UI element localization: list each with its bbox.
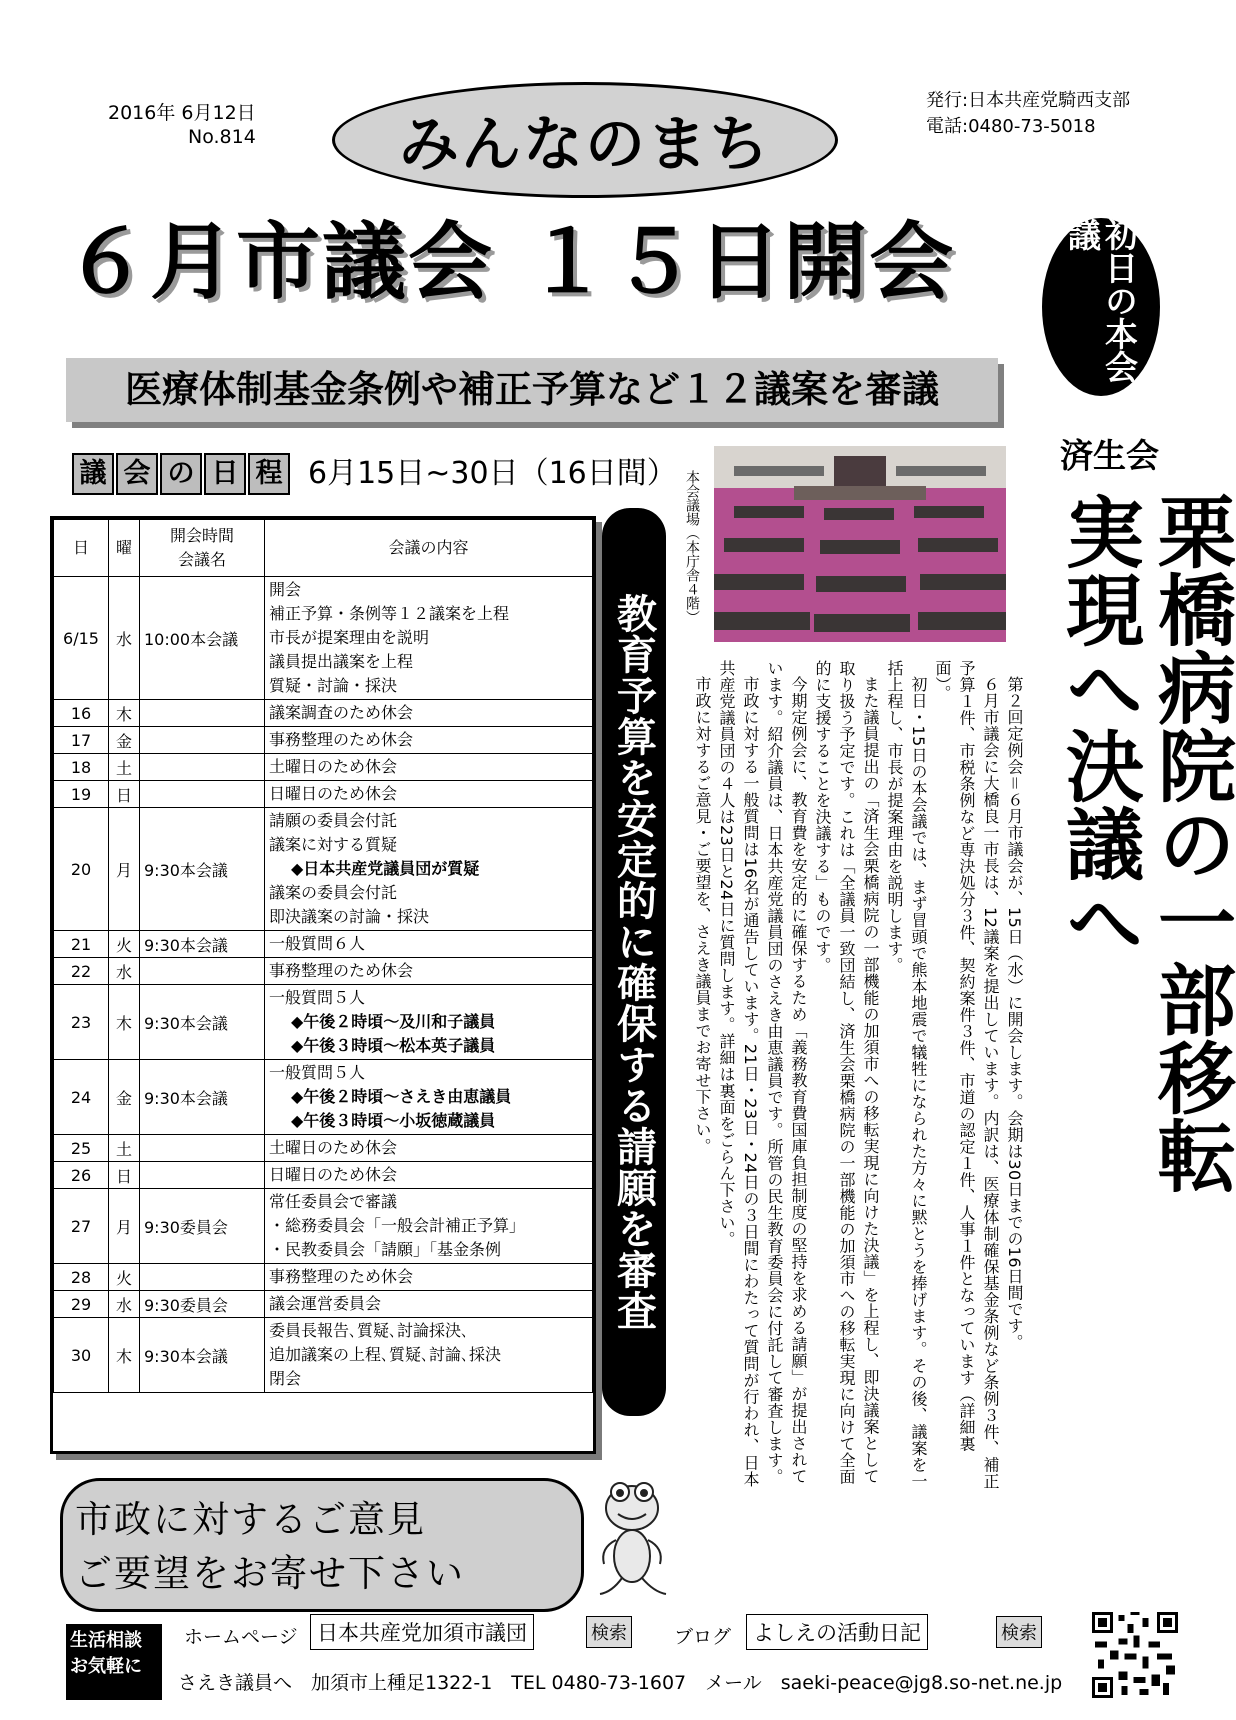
cell-weekday: 木 [109,700,140,727]
cell-content [265,931,593,958]
content-line: 一般質問５人 [269,1063,366,1082]
content-line: 議案の委員会付託 [269,883,398,902]
saiseikai-label: 済生会 [1060,436,1159,475]
cell-day: 18 [54,754,109,781]
table-header-row [54,520,593,577]
blog-search-button: 検索 [996,1616,1042,1648]
consultation-line2: お気軽に [70,1656,142,1677]
schedule-label-char: 程 [248,453,290,495]
schedule-label-char: の [160,453,202,495]
cell-weekday: 月 [109,1189,140,1264]
cell-time: 9:30本会議 [140,1060,265,1135]
content-line: 事務整理のため休会 [269,1267,414,1286]
cell-weekday: 木 [109,985,140,1060]
content-line: 市長が提案理由を説明 [269,628,430,647]
opinion-line1: 市政に対するご意見 [75,1498,426,1541]
content-line: 事務整理のため休会 [269,961,414,980]
content-line: 議案に対する質疑 [269,835,398,854]
cell-content [265,781,593,808]
content-line: 土曜日のため休会 [269,1138,398,1157]
cell-day: 21 [54,931,109,958]
cell-content [265,1264,593,1291]
cell-content [265,1189,593,1264]
cell-time [140,958,265,985]
content-line: ・総務委員会「一般会計補正予算」 [269,1216,526,1235]
council-chamber-photo [714,446,1006,642]
cell-weekday: 水 [109,577,140,700]
masthead-text: みんなのまち [399,110,771,180]
content-line: 一般質問５人 [269,988,366,1007]
table-row [54,931,593,958]
cell-day: 24 [54,1060,109,1135]
opinion-box [60,1478,584,1612]
sub-headline: 医療体制基金条例や補正予算など１２議案を審議 [66,358,998,422]
table-row [54,1189,593,1264]
cell-weekday: 日 [109,781,140,808]
content-line: 質疑・討論・採決 [269,676,398,695]
article-body [690,660,1026,1492]
header-day: 日 [54,520,109,577]
table-row [54,781,593,808]
content-line: ・民教委員会「請願」「基金条例 [269,1240,502,1259]
cell-weekday: 火 [109,931,140,958]
publisher-phone: 電話:0480-73-5018 [926,116,1096,137]
petition-banner-text: 教育予算を安定的に確保する請願を審査 [610,593,657,1331]
cell-content [265,700,593,727]
content-line: 常任委員会で審議 [269,1192,398,1211]
header-time-line1: 開会時間 [169,526,234,545]
cell-day: 30 [54,1318,109,1393]
qr-code-icon [1092,1612,1178,1698]
blog-label: ブログ [674,1626,732,1648]
cell-content [265,754,593,781]
article-paragraph: 今期定例会に、教育費を安定的に確保するため「義務教育費国庫負担制度の堅持を求める請願」が提出されています。紹介議員は、日本共産党議員団のさえき由恵議員です。所管の民生教育委員会に付託して審査します。 [765,660,808,1485]
cell-time [140,754,265,781]
frog-icon [592,1474,672,1604]
cell-time [140,700,265,727]
consultation-badge [66,1624,162,1700]
cell-time: 9:30本会議 [140,808,265,931]
cell-weekday: 水 [109,1291,140,1318]
table-row [54,1135,593,1162]
content-line: 開会 [269,580,302,599]
cell-day: 26 [54,1162,109,1189]
cell-content [265,727,593,754]
content-line: ◆午後３時頃～小坂徳蔵議員 [291,1111,496,1130]
content-line: 委員長報告､質疑､討論採決､ [269,1321,470,1340]
content-line: ◆午後２時頃～及川和子議員 [291,1012,496,1031]
cell-time: 9:30本会議 [140,985,265,1060]
table-row [54,1318,593,1393]
cell-content [265,958,593,985]
cell-time [140,781,265,808]
homepage-label: ホームページ [184,1626,298,1648]
cell-weekday: 木 [109,1318,140,1393]
header-time [140,520,265,577]
schedule-range: 6月15日~30日（16日間） [308,456,677,491]
article-paragraph: 市政に対するご意見・ご要望を、さえき議員までお寄せ下さい。 [693,676,712,1155]
issue-date: 2016年 6月12日 [108,102,256,124]
hospital-headline [1052,492,1236,1194]
cell-day: 17 [54,727,109,754]
table-row [54,754,593,781]
table-row [54,1060,593,1135]
cell-content [265,985,593,1060]
cell-day: 6/15 [54,577,109,700]
cell-content [265,1162,593,1189]
content-line: 議案調査のため休会 [269,703,414,722]
cell-day: 25 [54,1135,109,1162]
cell-day: 29 [54,1291,109,1318]
content-line: 日曜日のため休会 [269,1165,398,1184]
hospital-headline-part2: 実現へ決議へ [1053,492,1143,960]
cell-day: 16 [54,700,109,727]
article-paragraph: 第２回定例会＝６月市議会が、15日（水）に開会します。会期は30日までの16日間です。 [1005,676,1024,1351]
cell-weekday: 金 [109,1060,140,1135]
cell-content [265,577,593,700]
table-row [54,727,593,754]
qr-code [1092,1612,1178,1698]
content-line: 即決議案の討論・採決 [269,907,430,926]
chamber-illustration [714,446,1006,642]
content-line: ◆午後３時頃～松本英子議員 [291,1036,496,1055]
table-row [54,958,593,985]
cell-day: 28 [54,1264,109,1291]
cell-weekday: 日 [109,1162,140,1189]
issue-number: No.814 [188,126,256,148]
cell-content [265,1060,593,1135]
masthead-title [332,82,838,198]
cell-content [265,1291,593,1318]
cell-day: 20 [54,808,109,931]
content-line: 請願の委員会付託 [269,811,398,830]
publisher-name: 発行:日本共産党騎西支部 [926,90,1131,111]
cell-weekday: 月 [109,808,140,931]
schedule-label [72,453,290,495]
opinion-line2: ご要望をお寄せ下さい [75,1552,465,1595]
cell-day: 22 [54,958,109,985]
cell-weekday: 土 [109,1135,140,1162]
schedule-table [53,519,593,1393]
content-line: 議員提出議案を上程 [269,652,414,671]
article-paragraph: 初日・15日の本会議では、まず冒頭で熊本地震で犠牲になられた方々に黙とうを捧げます。その後、議案を一括上程し、市長が提案理由を説明します。 [885,660,928,1490]
cell-time [140,1264,265,1291]
table-row [54,985,593,1060]
blog-search-term: よしえの活動日記 [746,1614,928,1650]
cell-day: 23 [54,985,109,1060]
article-paragraph: 市政に対する一般質問は16名が通告しています。21日・23日・24日の３日間にわたって質問が行われ、日本共産党議員団の４人は23日と24日に質問します。詳細は裏面をごらん下さい。 [717,660,760,1488]
table-row [54,577,593,700]
header-time-line2: 会議名 [177,550,226,569]
photo-caption: 本会議場（本庁舎４階） [684,470,700,624]
table-row [54,808,593,931]
content-line: 閉会 [269,1369,302,1388]
contact-info: さえき議員へ 加須市上種足1322-1 TEL 0480-73-1607 メール saeki-peace@jg8.so-net.ne.jp [178,1672,1063,1694]
cell-weekday: 金 [109,727,140,754]
hospital-headline-part1: 栗橋病院の一部移転 [1145,492,1235,1194]
first-day-badge [1042,218,1160,396]
cell-time [140,727,265,754]
cell-time: 9:30本会議 [140,1318,265,1393]
cell-time [140,1135,265,1162]
table-row [54,1162,593,1189]
cell-time [140,1162,265,1189]
petition-banner [602,508,666,1416]
cell-time: 9:30委員会 [140,1291,265,1318]
table-row [54,700,593,727]
content-line: 議会運営委員会 [269,1294,382,1313]
cell-weekday: 水 [109,958,140,985]
table-row [54,1291,593,1318]
schedule-label-char: 議 [72,453,114,495]
cell-day: 19 [54,781,109,808]
table-row [54,1264,593,1291]
schedule-label-char: 日 [204,453,246,495]
cell-content [265,1135,593,1162]
content-line: 事務整理のため休会 [269,730,414,749]
cell-weekday: 土 [109,754,140,781]
homepage-search-term: 日本共産党加須市議団 [310,1614,534,1650]
badge-text: 初日の本会議 [1063,218,1139,383]
content-line: 追加議案の上程､質疑､討論､採決 [269,1345,502,1364]
cell-time: 9:30本会議 [140,931,265,958]
schedule-body [54,577,593,1393]
consultation-line1: 生活相談 [70,1630,142,1651]
content-line: 一般質問６人 [269,934,366,953]
cell-time: 10:00本会議 [140,577,265,700]
cell-time: 9:30委員会 [140,1189,265,1264]
homepage-search-button: 検索 [586,1616,632,1648]
schedule-table-container [50,516,596,1454]
article-paragraph: ６月市議会に大橋良一市長は、12議案を提出しています。内訳は、医療体制確保基金条例など条例３件、補正予算１件、市税条例など専決処分３件、契約案件３件、市道の認定１件、人事１件となっています（詳細裏面）。 [933,660,1000,1490]
schedule-label-char: 会 [116,453,158,495]
content-line: 補正予算・条例等１２議案を上程 [269,604,510,623]
content-line: 土曜日のため休会 [269,757,398,776]
cell-weekday: 火 [109,1264,140,1291]
header-weekday: 曜 [109,520,140,577]
frog-illustration [592,1474,672,1604]
publisher-info [926,88,1130,140]
main-headline: ６月市議会 １５日開会 [64,213,956,311]
cell-content [265,1318,593,1393]
content-line: 日曜日のため休会 [269,784,398,803]
cell-day: 27 [54,1189,109,1264]
content-line: ◆午後２時頃～さえき由恵議員 [291,1087,512,1106]
cell-content [265,808,593,931]
header-content: 会議の内容 [265,520,593,577]
article-paragraph: また議員提出の「済生会栗橋病院の一部機能の加須市への移転実現に向けた決議」を上程し、即決議案として取り扱う予定です。これは「全議員一致団結し、済生会栗橋病院の一部機能の加須市への移転実現に向けて全面的に支援することを決議する」ものです。 [813,660,880,1485]
content-line: ◆日本共産党議員団が質疑 [291,859,480,878]
